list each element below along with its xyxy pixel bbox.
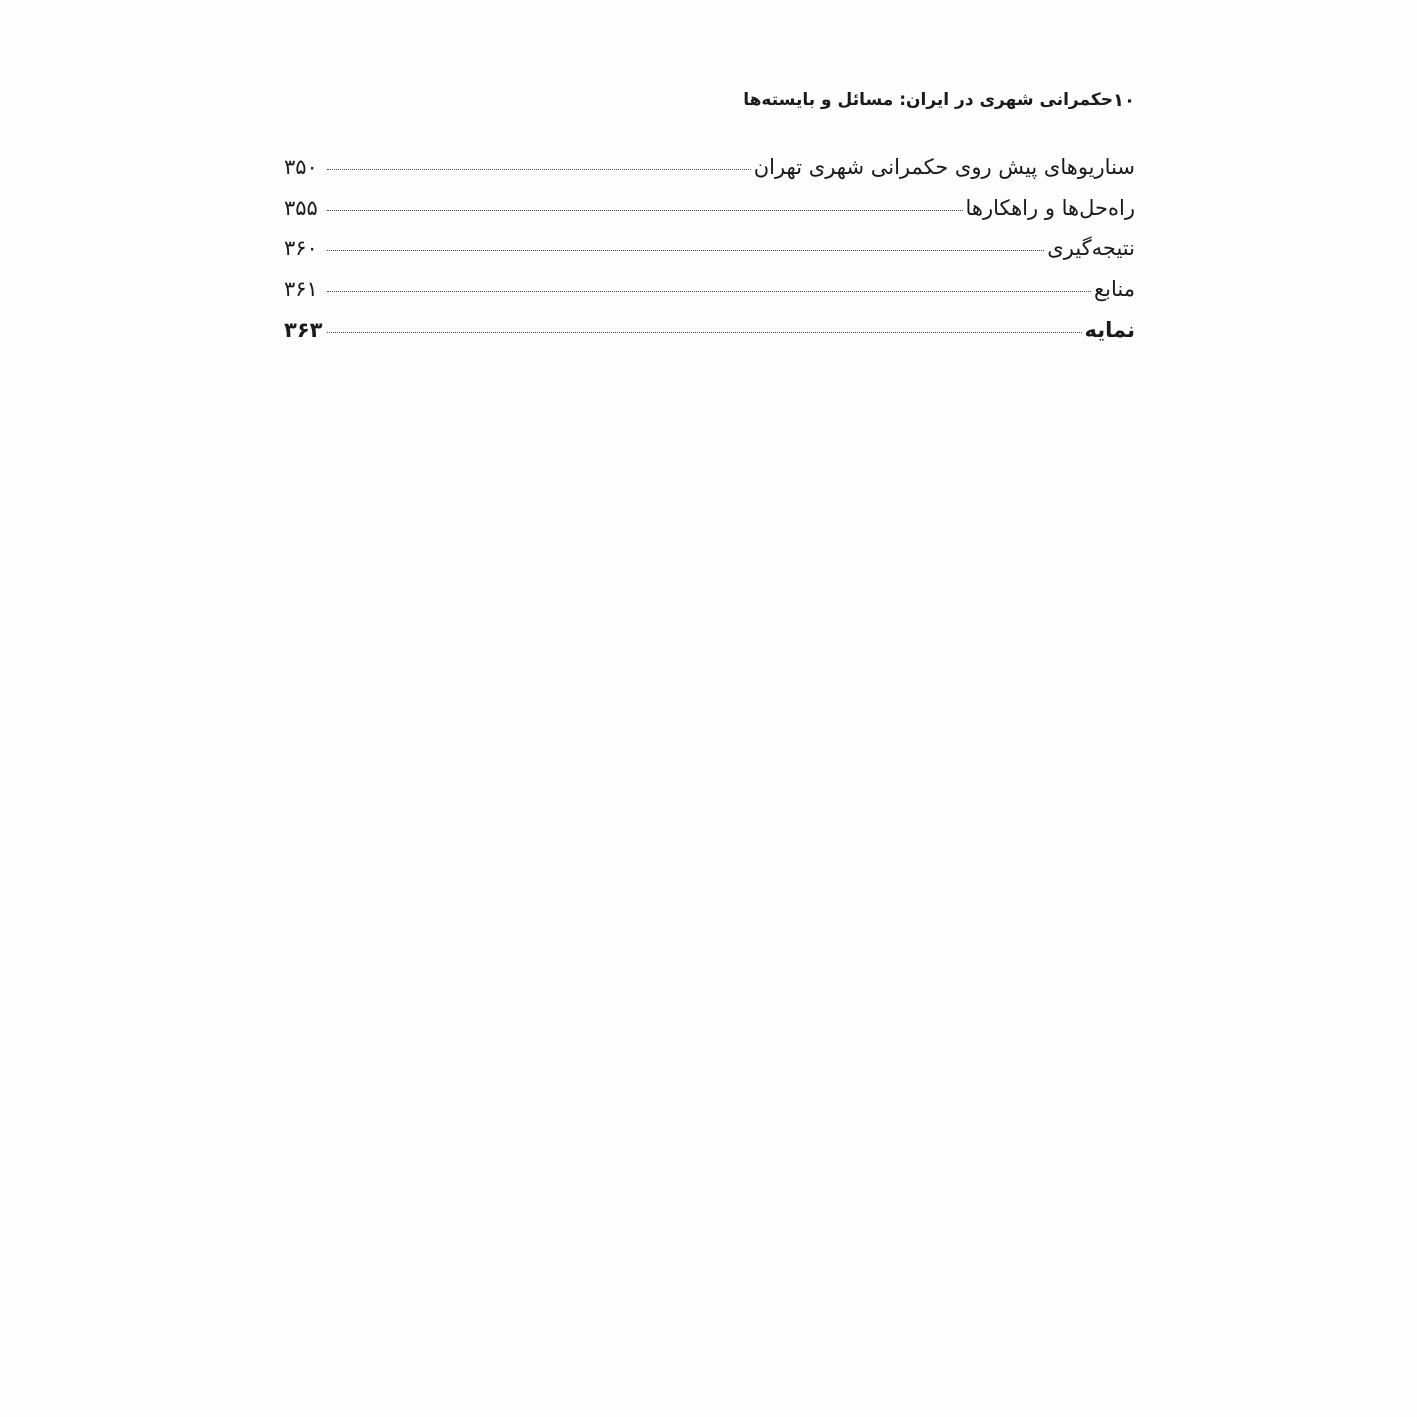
toc-entry-title: نتیجه‌گیری: [1047, 236, 1135, 261]
book-title: حکمرانی شهری در ایران: مسائل و بایسته‌ها: [743, 90, 1114, 110]
toc-entry-title: نمایه: [1084, 317, 1135, 342]
toc-entry-page: ۳۵۰: [284, 155, 318, 179]
dot-leader: [327, 332, 1082, 333]
dot-leader: [327, 169, 751, 170]
toc-entry-page: ۳۶۰: [284, 236, 318, 261]
toc-entry[interactable]: [284, 155, 1135, 196]
dot-leader: [327, 210, 963, 211]
running-header: [743, 84, 1135, 116]
toc-entry-title: منابع: [1093, 277, 1135, 302]
toc-entry-title: سناریوهای پیش روی حکمرانی شهری تهران: [753, 155, 1135, 179]
toc-entry[interactable]: [284, 318, 1135, 359]
table-of-contents: [284, 155, 1135, 358]
dot-leader: [327, 250, 1044, 251]
toc-entry[interactable]: [284, 196, 1135, 237]
toc-entry-title: راه‌حل‌ها و راهکارها: [965, 195, 1135, 220]
toc-entry-page: ۳۵۵: [284, 195, 318, 220]
toc-entry-page: ۳۶۳: [284, 317, 323, 342]
toc-entry[interactable]: [284, 277, 1135, 318]
toc-entry[interactable]: [284, 236, 1135, 277]
page-number: ۱۰: [1113, 89, 1135, 111]
toc-entry-page: ۳۶۱: [284, 277, 318, 302]
dot-leader: [327, 291, 1091, 292]
